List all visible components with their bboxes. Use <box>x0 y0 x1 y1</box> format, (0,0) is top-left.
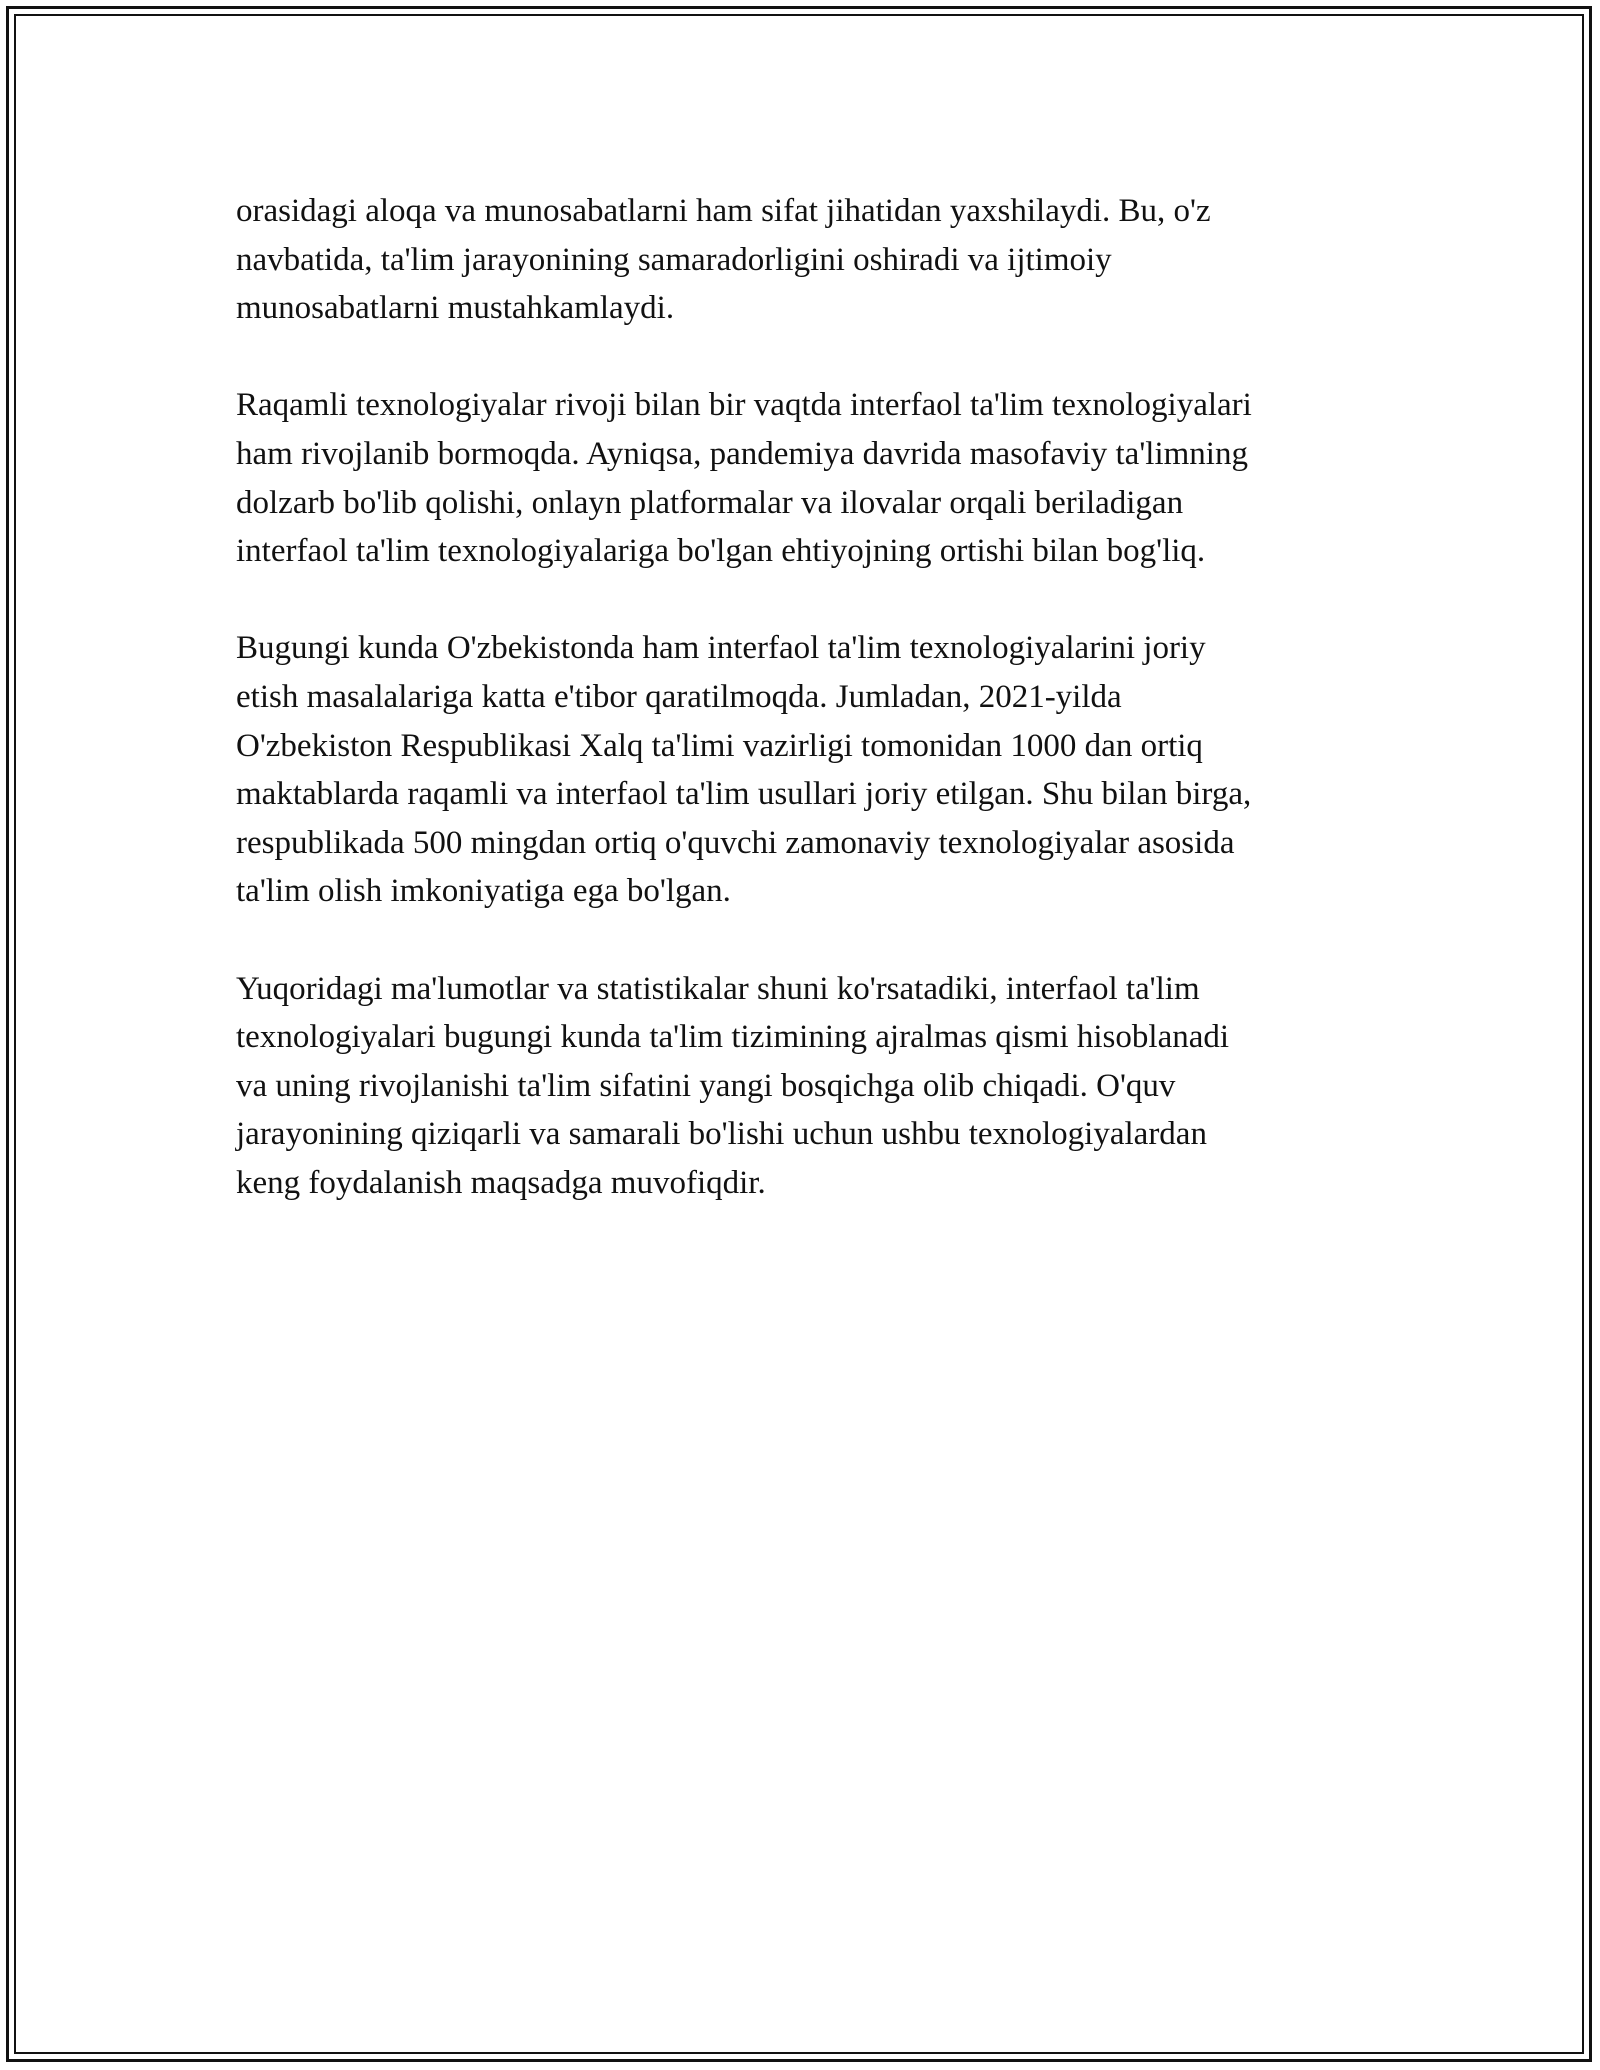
text-line: respublikada 500 mingdan ortiq o'quvchi zamonaviy texnologiyalar asosida <box>236 824 1235 861</box>
text-line: etish masalalariga katta e'tibor qaratilmoqda. Jumladan, 2021-yilda <box>236 678 1122 715</box>
text-line: ham rivojlanib bormoqda. Ayniqsa, pandemiya davrida masofaviy ta'limning <box>236 435 1248 472</box>
text-line: munosabatlarni mustahkamlaydi. <box>236 290 675 327</box>
text-line: Raqamli texnologiyalar rivoji bilan bir vaqtda interfaol ta'lim texnologiyalari <box>236 387 1252 424</box>
text-line: interfaol ta'lim texnologiyalariga bo'lgan ehtiyojning ortishi bilan bog'liq. <box>236 533 1206 570</box>
text-line: navbatida, ta'lim jarayonining samaradorligini oshiradi va ijtimoiy <box>236 241 1112 278</box>
paragraph-2 <box>236 381 1386 575</box>
text-line: texnologiyalari bugungi kunda ta'lim tizimining ajralmas qismi hisoblanadi <box>236 1019 1230 1056</box>
text-line: maktablarda raqamli va interfaol ta'lim usullari joriy etilgan. Shu bilan birga, <box>236 776 1252 813</box>
text-line: dolzarb bo'lib qolishi, onlayn platformalar va ilovalar orqali beriladigan <box>236 484 1184 521</box>
text-line: Bugungi kunda O'zbekistonda ham interfaol ta'lim texnologiyalarini joriy <box>236 630 1206 667</box>
text-line: keng foydalanish maqsadga muvofiqdir. <box>236 1164 766 1201</box>
text-line: O'zbekiston Respublikasi Xalq ta'limi vazirligi tomonidan 1000 dan ortiq <box>236 727 1203 764</box>
paragraph-4 <box>236 965 1386 1208</box>
text-line: orasidagi aloqa va munosabatlarni ham sifat jihatidan yaxshilaydi. Bu, o'z <box>236 193 1211 229</box>
text-line: ta'lim olish imkoniyatiga ega bo'lgan. <box>236 873 731 910</box>
text-line: Yuqoridagi ma'lumotlar va statistikalar shuni ko'rsatadiki, interfaol ta'lim <box>236 970 1200 1007</box>
paragraph-3 <box>236 624 1386 916</box>
document-body <box>236 187 1386 1256</box>
text-line: jarayonining qiziqarli va samarali bo'lishi uchun ushbu texnologiyalardan <box>236 1116 1207 1153</box>
paragraph-1 <box>236 187 1386 333</box>
text-line: va uning rivojlanishi ta'lim sifatini yangi bosqichga olib chiqadi. O'quv <box>236 1067 1176 1104</box>
